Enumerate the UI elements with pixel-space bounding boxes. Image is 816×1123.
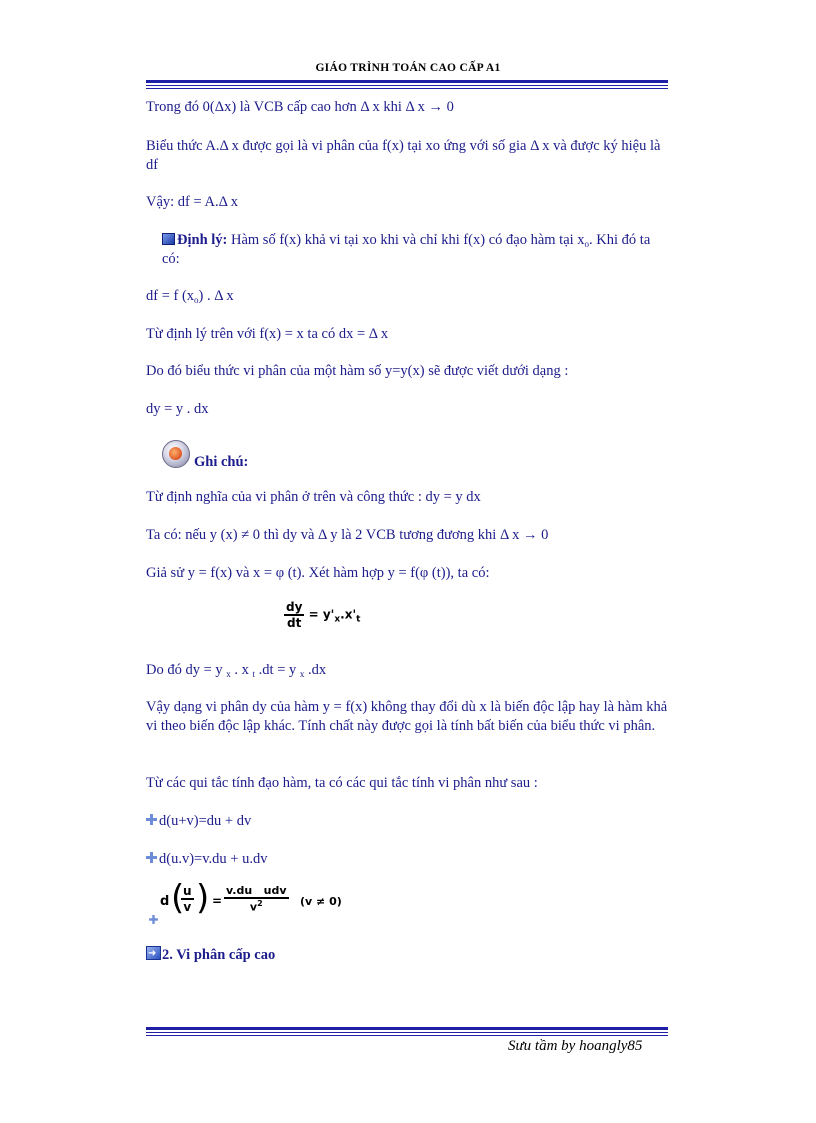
- paragraph-3: Vậy: df = A.Δ x: [146, 194, 239, 210]
- chain-fraction: [284, 600, 304, 630]
- chain-rhs: = y': [308, 607, 335, 622]
- paragraph-1: Trong đó 0(Δx) là VCB cấp cao hơn Δ x khi Δ x → 0: [146, 99, 454, 115]
- quotient-condition: (v ≠ 0): [300, 895, 342, 908]
- header-rule: [146, 80, 668, 89]
- p12-d: .dx: [304, 662, 327, 678]
- theorem-text-end: . Khi đó ta có:: [162, 232, 651, 267]
- chain-numerator: dy: [286, 600, 303, 614]
- paragraph-7: Do đó biểu thức vi phân của một hàm số y=y(x) sẽ được viết dưới dạng :: [146, 363, 569, 379]
- quotient-eq: =: [212, 894, 223, 908]
- note-icon: [162, 440, 190, 468]
- note-label: Ghi chú:: [194, 454, 249, 470]
- quotient-d: d: [160, 894, 170, 909]
- rule-product-text: d(u.v)=v.du + u.dv: [159, 851, 268, 867]
- paragraph-8: dy = y . dx: [146, 401, 209, 417]
- paragraph-11: Giả sử y = f(x) và x = φ (t). Xét hàm hợp y = f(φ (t)), ta có:: [146, 565, 490, 581]
- rule-sum-text: d(u+v)=du + dv: [159, 813, 252, 829]
- chain-rule-formula: [284, 600, 360, 630]
- page-header-title: GIÁO TRÌNH TOÁN CAO CẤP A1: [315, 62, 501, 74]
- theorem-paragraph: [162, 231, 670, 269]
- quotient-v: v: [183, 900, 192, 914]
- quotient-rule-formula: [148, 880, 368, 930]
- paragraph-5: [146, 287, 670, 306]
- quotient-paren-left: (: [171, 878, 185, 918]
- paragraph-10: Ta có: nếu y (x) ≠ 0 thì dy và Δ y là 2 VCB tương đương khi Δ x → 0: [146, 527, 549, 543]
- note-heading: [162, 440, 686, 472]
- quotient-rhs-num: v.du udv: [226, 884, 287, 897]
- p12-sub3: x: [299, 669, 305, 679]
- p12-sub2: t: [252, 669, 256, 679]
- rule-sum: [146, 812, 670, 831]
- plus-bullet-icon: [146, 852, 157, 863]
- p5-subscript: o: [194, 295, 199, 305]
- paragraph-9: Từ định nghĩa của vi phân ở trên và công thức : dy = y dx: [146, 489, 481, 505]
- p5-text-a: df = f (x: [146, 288, 195, 304]
- chain-sub-x: x: [334, 614, 341, 625]
- paragraph-2: Biểu thức A.Δ x được gọi là vi phân của f(x) tại xo ứng với số gia Δ x và được ký hiệu là df: [146, 138, 661, 173]
- chain-denominator: dt: [287, 616, 302, 630]
- p12-b: . x: [230, 662, 253, 678]
- section-heading-text: 2. Vi phân cấp cao: [162, 947, 276, 963]
- footer-rule: [146, 1027, 668, 1036]
- plus-bullet-icon: [146, 814, 157, 825]
- bullet-square-icon: [162, 233, 175, 245]
- arrow-bullet-icon: [146, 946, 161, 960]
- quotient-uv: [181, 884, 194, 914]
- theorem-subscript: o: [584, 239, 590, 249]
- quotient-u: u: [183, 884, 192, 898]
- plus-bullet-icon: [149, 915, 158, 924]
- section-heading: [146, 946, 670, 965]
- quotient-rhs-den: [224, 899, 289, 914]
- quotient-rhs-den-sup: 2: [257, 899, 263, 908]
- p12-c: .dt = y: [255, 662, 300, 678]
- paragraph-6: Từ định lý trên với f(x) = x ta có dx = Δ x: [146, 326, 389, 342]
- paragraph-12: [146, 661, 670, 680]
- chain-sub-t: t: [356, 614, 361, 625]
- theorem-label: Định lý:: [177, 232, 228, 248]
- paragraph-13: Vậy dạng vi phân dy của hàm y = f(x) không thay đổi dù x là biến độc lập hay là hàm khả vi theo biến độc lập khác. Tính chất này được gọi là tính bất biến của biểu thức vi phân.: [146, 699, 668, 734]
- quotient-rhs-den-v: v: [249, 900, 258, 914]
- paragraph-14: Từ các qui tắc tính đạo hàm, ta có các qui tắc tính vi phân như sau :: [146, 775, 538, 791]
- quotient-paren-right: ): [196, 878, 210, 918]
- quotient-rhs: [224, 884, 289, 914]
- p12-sub1: x: [226, 669, 231, 679]
- p5-text-b: ) . Δ x: [198, 288, 234, 304]
- theorem-text: Hàm số f(x) khả vi tại xo khi và chỉ khi f(x) có đạo hàm tại x: [227, 232, 585, 248]
- p12-a: Do đó dy = y: [146, 662, 227, 678]
- chain-mid: .x': [340, 607, 357, 622]
- footer-credit: Sưu tầm by hoangly85: [508, 1038, 643, 1054]
- rule-product: [146, 850, 670, 869]
